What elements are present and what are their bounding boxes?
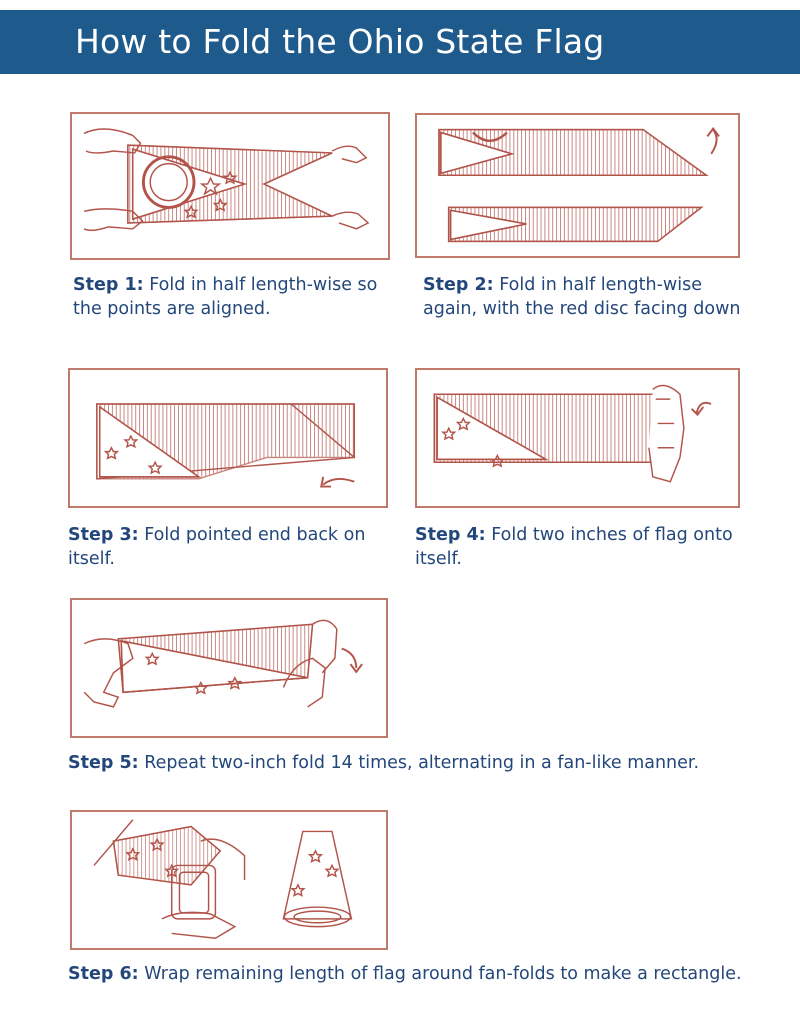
step-6-illustration xyxy=(70,810,388,950)
step-3-illustration xyxy=(68,368,388,508)
step-5-illustration xyxy=(70,598,388,738)
step-3-caption: Step 3: Fold pointed end back on itself. xyxy=(68,525,366,569)
step-5-caption: Step 5: Repeat two-inch fold 14 times, alternating in a fan-like manner. xyxy=(68,753,700,773)
step-2-illustration xyxy=(415,113,740,258)
page-title: How to Fold the Ohio State Flag xyxy=(75,22,605,61)
step-1-illustration xyxy=(70,112,390,260)
title-banner xyxy=(0,10,800,74)
step-4-caption: Step 4: Fold two inches of flag onto itself. xyxy=(415,525,733,569)
step-6-caption: Step 6: Wrap remaining length of flag around fan-folds to make a rectangle. xyxy=(68,964,742,984)
step-2-caption: Step 2: Fold in half length-wise again, with the red disc facing down xyxy=(423,275,741,319)
step-4-illustration xyxy=(415,368,740,508)
step-1-caption: Step 1: Fold in half length-wise so the points are aligned. xyxy=(73,275,378,319)
